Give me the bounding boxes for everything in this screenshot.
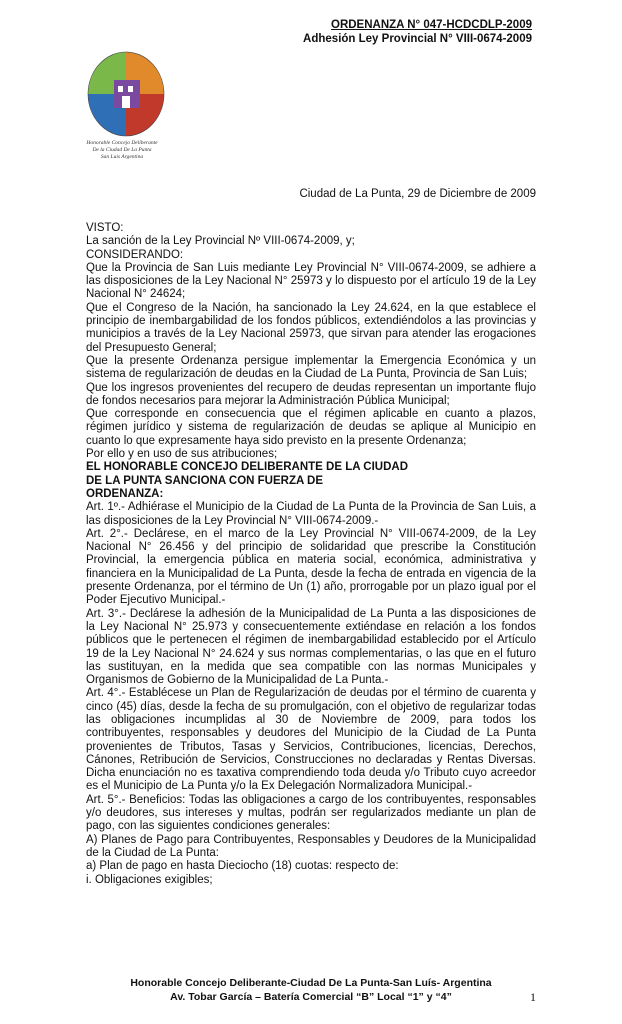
considerando-heading: CONSIDERANDO: [86, 248, 184, 261]
paragraph: Que los ingresos provenientes del recupero de deudas representan un importante flujo de fondos necesarios para mejorar la Administración Pública Municipal; [86, 381, 536, 407]
document-footer [0, 976, 622, 1004]
paragraph: Por ello y en uso de sus atribuciones; [86, 448, 278, 461]
logo-caption: Honorable Concejo Deliberante De la Ciudad De La Punta San Luis Argentina [86, 140, 158, 160]
document-body [86, 222, 536, 887]
paragraph: Que la presente Ordenanza persigue implementar la Emergencia Económica y un sistema de regularización de deudas en la Ciudad de La Punta, Provincia de San Luis; [86, 354, 536, 381]
enacting-clause: EL HONORABLE CONCEJO DELIBERANTE DE LA CIUDAD [86, 461, 409, 474]
article: Art. 1º.- Adhiérase el Municipio de la Ciudad de La Punta de la Provincia de San Luis, a las disposiciones de la Ley Provincial N° VIII-0674-2009.- [86, 501, 536, 527]
page-number: 1 [530, 990, 536, 1004]
article: Art. 3°.- Declárese la adhesión de la Municipalidad de La Punta a las disposiciones de la Ley Nacional N° 25.973 y consecuentemente extiéndase en relación a los fondos públicos que le pertenecen el régimen de inembargabilidad establecido por el Artículo 19 de la Ley Nacional N° 24.624 y sus normas complementarias, o las que en el futuro las sustituyan, en la medida que sea compatible con las normas Municipales y Organismos de Gobierno de la Municipalidad de La Punta.- [86, 607, 536, 687]
paragraph: a) Plan de pago en hasta Dieciocho (18) cuotas: respecto de: [86, 860, 399, 873]
paragraph: Que la Provincia de San Luis mediante Ley Provincial N° VIII-0674-2009, se adhiere a las disposiciones de la Ley Nacional N° 25973 y lo dispuesto por el artículo 19 de la Ley Nacional N° 24624; [86, 261, 536, 301]
ordenanza-heading: ORDENANZA: [86, 487, 164, 500]
paragraph: Que corresponde en consecuencia que el régimen aplicable en cuanto a plazos, régimen jurídico y sistema de regularización de deudas se aplique al Municipio en cuanto lo que expresamente haya sido previsto en la presente Ordenanza; [86, 408, 536, 447]
visto-heading: VISTO: [86, 222, 124, 234]
document-header [303, 18, 532, 46]
footer-line: Av. Tobar García – Batería Comercial “B” Local “1” y “4” [170, 991, 452, 1003]
ordinance-number: ORDENANZA N° 047-HCDCDLP-2009 [331, 19, 532, 31]
footer-line: Honorable Concejo Deliberante-Ciudad De La Punta-San Luís- Argentina [130, 977, 492, 989]
enacting-clause: DE LA PUNTA SANCIONA CON FUERZA DE [86, 474, 324, 487]
paragraph: Que el Congreso de la Nación, ha sancionado la Ley 24.624, en la que establece el principio de inembargabilidad de los fondos públicos, extendiéndolos a las provincias y municipios a través de la Ley Nacional 25973, que sirvan para atender las erogaciones del Presupuesto General; [86, 301, 536, 354]
article: Art. 5°.- Beneficios: Todas las obligaciones a cargo de los contribuyentes, responsables y/o deudores, sus intereses y multas, podrán ser regularizados mediante un plan de pago, con las siguientes condiciones generales: [86, 793, 536, 833]
place-and-date: Ciudad de La Punta, 29 de Diciembre de 2009 [299, 188, 536, 200]
ordinance-subject: Adhesión Ley Provincial N° VIII-0674-2009 [303, 33, 532, 45]
paragraph: A) Planes de Pago para Contribuyentes, Responsables y Deudores de la Municipalidad de la Ciudad de La Punta: [86, 833, 536, 859]
article: Art. 2°.- Declárese, en el marco de la Ley Provincial N° VIII-0674-2009, de la Ley Nacional N° 26.456 y del principio de solidaridad que prescribe la Constitución Provincial, la emergencia pública en materia social, económica, administrativa y financiera en la Municipalidad de La Punta, desde la fecha de entrada en vigencia de la presente Ordenanza, por el término de Un (1) año, prorrogable por un plazo igual por el Poder Ejecutivo Municipal.- [86, 527, 536, 607]
paragraph: La sanción de la Ley Provincial Nº VIII-0674-2009, y; [86, 235, 355, 248]
paragraph: i. Obligaciones exigibles; [86, 873, 213, 886]
article: Art. 4°.- Establécese un Plan de Regularización de deudas por el término de cuarenta y cinco (45) días, desde la fecha de su promulgación, con el objetivo de regularizar todas las obligaciones incumplidas al 30 de Noviembre de 2009, para todos los contribuyentes, responsables y deudores del Municipio de la Ciudad de La Punta provenientes de Tributos, Tasas y Servicios, Contribuciones, licencias, Derechos, Cánones, Retribución de Servicios, Construcciones no declaradas y Rentas Diversas. Dicha enunciación no es taxativa comprendiendo toda deuda y/o Tributo cuyo acreedor es el Municipio de La Punta y/o la Ex Delegación Normalizadora Municipal.- [86, 687, 536, 793]
